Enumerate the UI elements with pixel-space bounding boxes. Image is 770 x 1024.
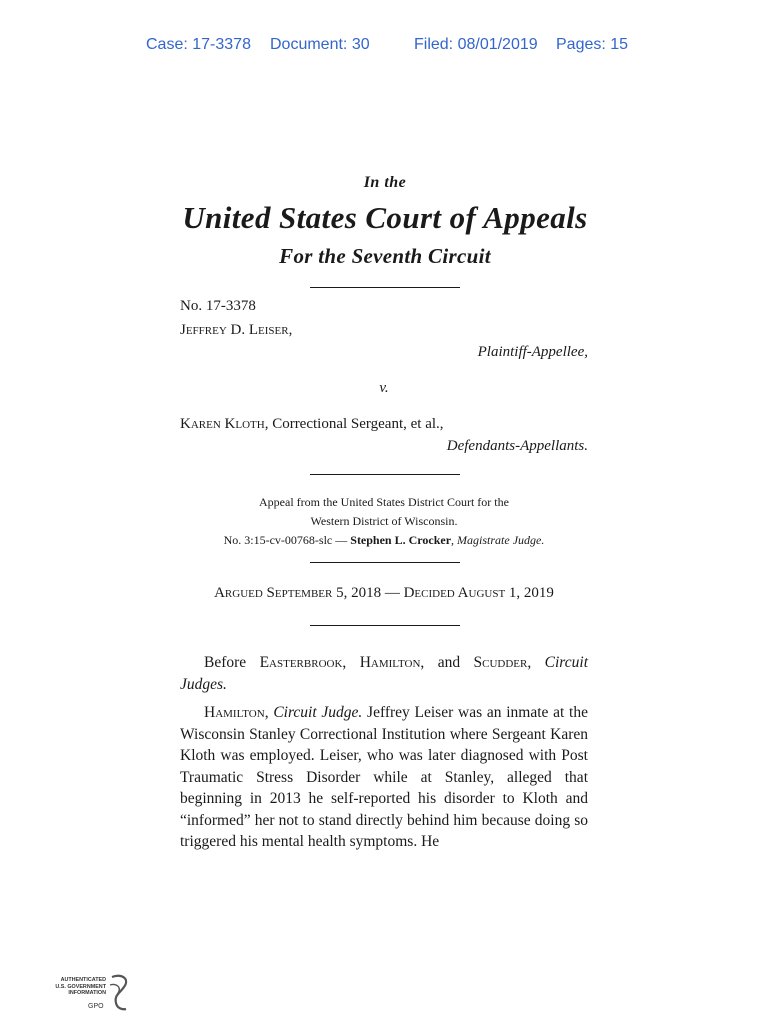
gpo-word: GPO	[88, 1003, 104, 1010]
filed-date-stamp: Filed: 08/01/2019	[414, 36, 538, 53]
opinion-paragraph	[180, 702, 588, 853]
appeal-line-1: Appeal from the United States District Court for the	[259, 495, 509, 509]
judge-name: Stephen L. Crocker	[350, 533, 452, 547]
opinion-author: Hamilton,	[204, 704, 269, 721]
court-circuit: For the Seventh Circuit	[279, 244, 491, 268]
before-prefix: Before	[204, 654, 260, 671]
district-case-number: No. 3:15-cv-00768-slc —	[223, 533, 351, 547]
court-name: United States Court of Appeals	[182, 200, 588, 235]
gpo-logo-text	[44, 977, 106, 997]
divider-rule	[310, 287, 460, 288]
gpo-logo-line-3: INFORMATION	[68, 990, 106, 997]
document-number-stamp: Document: 30	[270, 36, 370, 53]
defendant-name: Karen Kloth	[180, 416, 265, 432]
panel-judge-3: Scudder,	[473, 654, 532, 671]
divider-rule	[310, 474, 460, 475]
docket-number: No. 17-3378	[180, 298, 256, 314]
opinion-author-title: Circuit Judge.	[268, 704, 363, 721]
opinion-text: Jeffrey Leiser was an inmate at the Wisconsin Stanley Correctional Institution where Sergeant Karen Kloth was employed. Leiser, who was later diagnosed with Post Traumatic Stress Disorder while at Stanley, alleged that beginning in 2013 he self-reported his disorder to Kloth and “informed” her not to stand directly behind him because doing so triggered his mental health symptoms. He	[180, 704, 588, 850]
panel-title: Circuit Judges.	[180, 654, 588, 693]
defendant-role: Defendants-Appellants.	[446, 438, 588, 454]
case-caption	[180, 295, 588, 457]
before-and: and	[424, 654, 474, 671]
appeal-line-2: Western District of Wisconsin.	[310, 514, 458, 528]
appeal-info	[180, 493, 588, 550]
divider-rule	[310, 562, 460, 563]
defendant-description: , Correctional Sergeant, et al.,	[264, 416, 444, 432]
appeal-line-3	[180, 531, 588, 550]
gpo-eagle-icon	[108, 973, 130, 1013]
versus: v.	[379, 380, 389, 396]
gpo-logo-line-2: U.S. GOVERNMENT	[55, 983, 106, 990]
judge-title: , Magistrate Judge.	[451, 533, 545, 547]
court-intro: In the	[363, 174, 407, 191]
divider-rule	[310, 625, 460, 626]
gpo-logo-line-1: AUTHENTICATED	[60, 977, 106, 983]
page-count-stamp: Pages: 15	[556, 36, 629, 53]
gpo-authentication-logo	[44, 973, 130, 1015]
case-header-stamp	[0, 36, 770, 56]
plaintiff-role: Plaintiff-Appellee,	[477, 344, 588, 360]
panel-judges: Easterbrook, Hamilton,	[259, 654, 425, 671]
case-number-stamp: Case: 17-3378	[146, 36, 251, 53]
argued-decided-line: Argued September 5, 2018 — Decided August 1, 2019	[214, 585, 554, 601]
plaintiff-name: Jeffrey D. Leiser,	[180, 322, 293, 338]
before-paragraph	[180, 652, 588, 695]
defendant-line	[180, 413, 588, 435]
